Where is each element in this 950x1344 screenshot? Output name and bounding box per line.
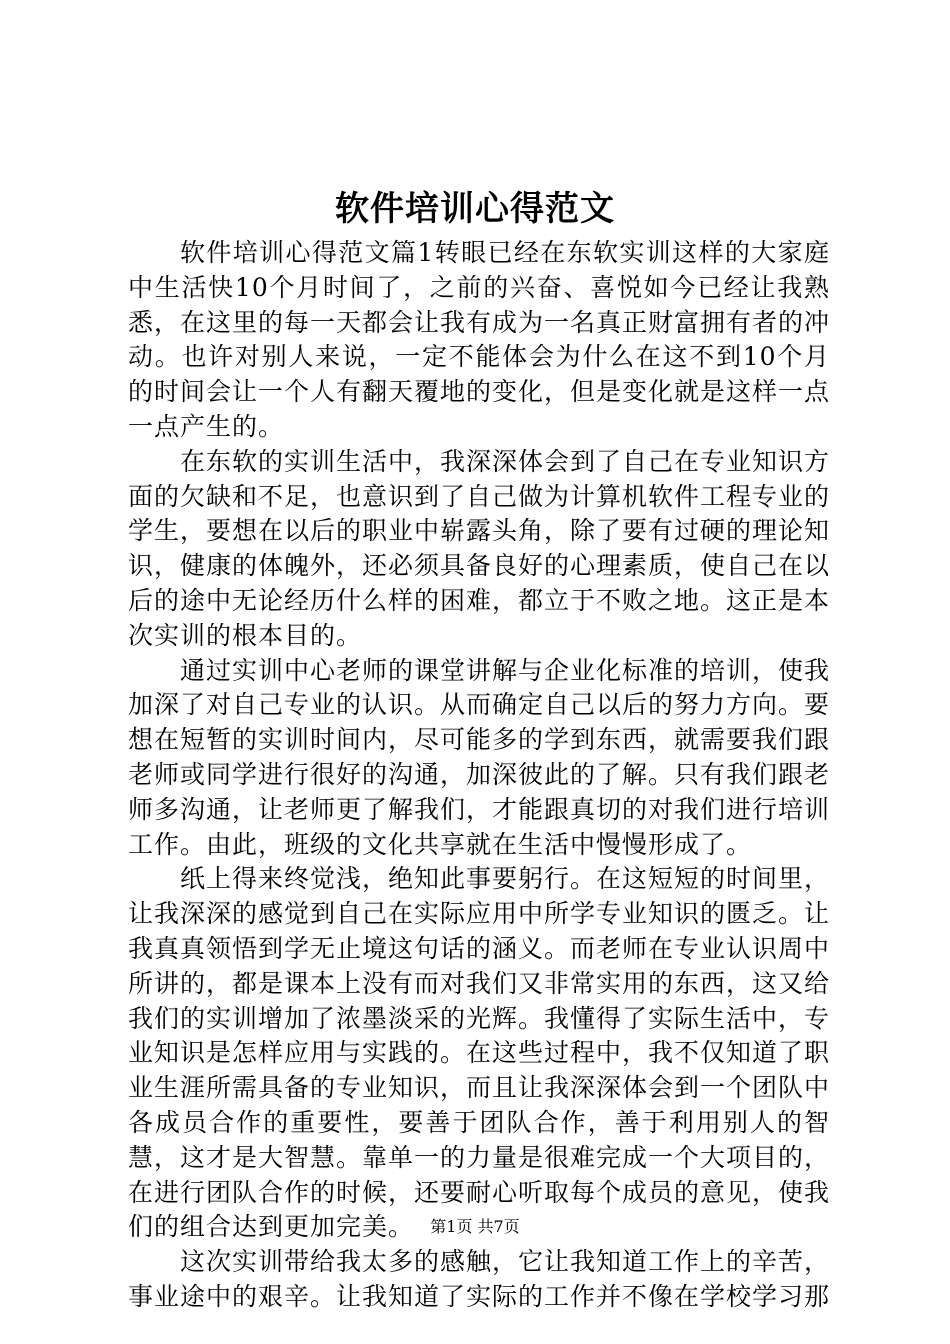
paragraph-2: 在东软的实训生活中，我深深体会到了自己在专业知识方面的欠缺和不足，也意识到了自己做为计算机软件工程专业的学生，要想在以后的职业中崭露头角，除了要有过硬的理论知识，健康的体魄外，还必须具备良好的心理素质，使自己在以后的途中无论经历什么样的困难，都立于不败之地。这正是本次实训的根本目的。 bbox=[128, 446, 831, 650]
document-body bbox=[128, 236, 830, 1315]
paragraph-4: 纸上得来终觉浅，绝知此事要躬行。在这短短的时间里，让我深深的感觉到自己在实际应用中所学专业知识的匮乏。让我真真领悟到学无止境这句话的涵义。而老师在专业认识周中所讲的，都是课本上没有而对我们又非常实用的东西，这又给我们的实训增加了浓墨淡采的光辉。我懂得了实际生活中，专业知识是怎样应用与实践的。在这些过程中，我不仅知道了职业生涯所需具备的专业知识，而且让我深深体会到一个团队中各成员合作的重要性，要善于团队合作，善于利用别人的智慧，这才是大智慧。靠单一的力量是很难完成一个大项目的，在进行团队合作的时候，还要耐心听取每个成员的意见，使我们的组合达到更加完美。 bbox=[128, 864, 831, 1242]
document-title: 软件培训心得范文 bbox=[335, 189, 615, 229]
paragraph-3: 通过实训中心老师的课堂讲解与企业化标准的培训，使我加深了对自己专业的认识。从而确定自己以后的努力方向。要想在短暂的实训时间内，尽可能多的学到东西，就需要我们跟老师或同学进行很好的沟通，加深彼此的了解。只有我们跟老师多沟通，让老师更了解我们，才能跟真切的对我们进行培训工作。由此，班级的文化共享就在生活中慢慢形成了。 bbox=[128, 655, 831, 859]
paragraph-1: 软件培训心得范文篇1转眼已经在东软实训这样的大家庭中生活快10个月时间了，之前的兴奋、喜悦如今已经让我熟悉，在这里的每一天都会让我有成为一名真正财富拥有者的冲动。也许对别人来说，一定不能体会为什么在这不到10个月的时间会让一个人有翻天覆地的变化，但是变化就是这样一点一点产生的。 bbox=[128, 238, 831, 441]
paragraph-5: 这次实训带给我太多的感触，它让我知道工作上的辛苦，事业途中的艰辛。让我知道了实际的工作并不像在学校学习那 bbox=[128, 1247, 831, 1311]
page-footer: 第1页 共7页 bbox=[430, 1217, 520, 1236]
